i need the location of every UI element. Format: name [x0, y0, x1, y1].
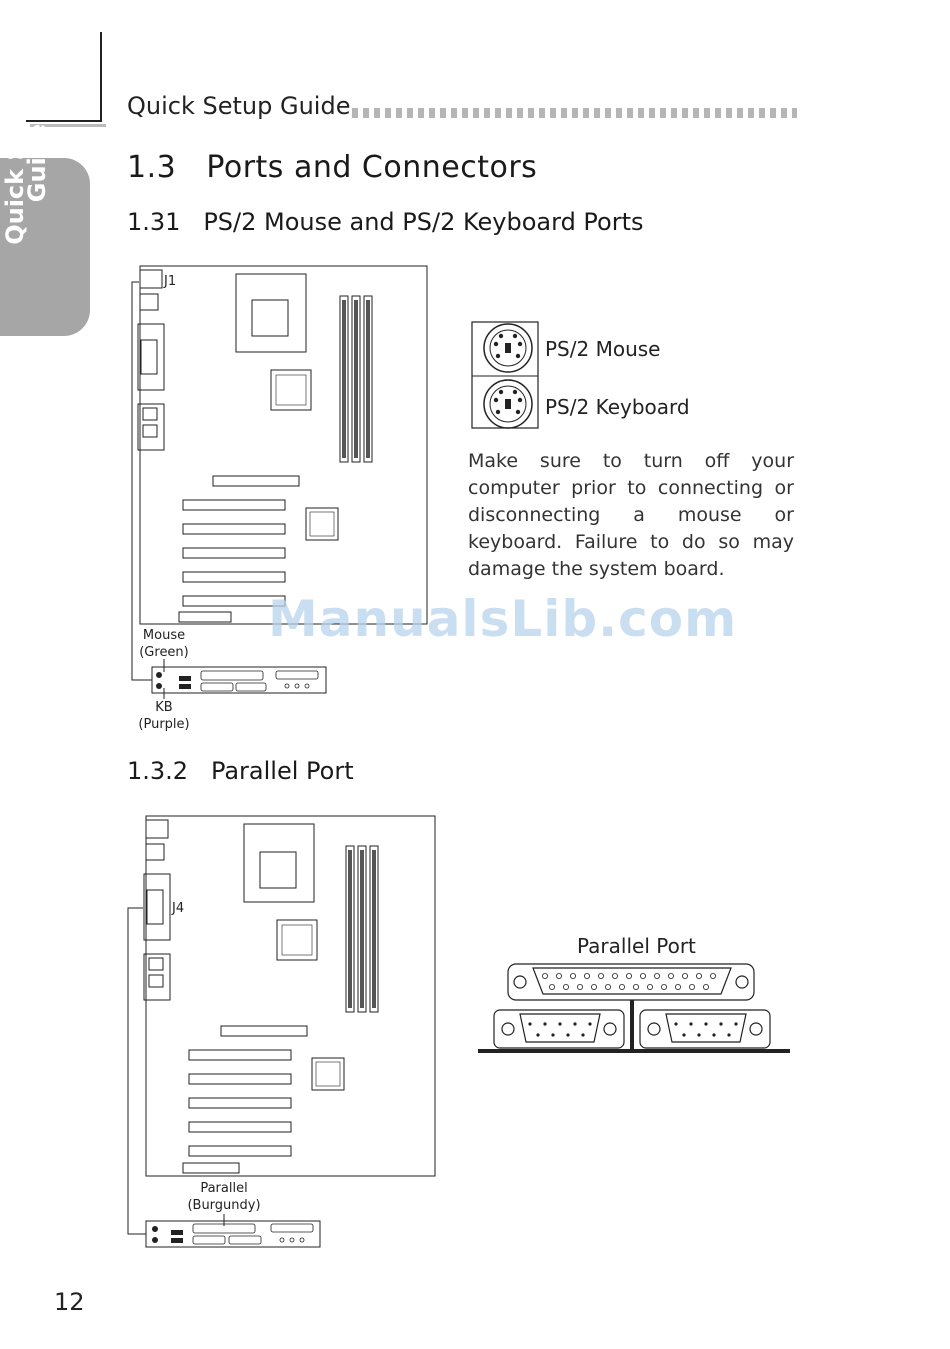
side-tab-line1: Quick Setup — [1, 81, 29, 245]
page-number: 12 — [54, 1288, 85, 1316]
j1-label: J1 — [164, 274, 177, 289]
subsection-parallel-title: 1.3.2 Parallel Port — [127, 757, 354, 785]
subsection-ps2-title: 1.31 PS/2 Mouse and PS/2 Keyboard Ports — [127, 208, 644, 236]
mouse-label-name: Mouse — [142, 628, 186, 643]
parallel-port-caption: Parallel Port — [577, 934, 696, 958]
kb-label-color: (Purple) — [138, 717, 190, 732]
side-tab-line2: Guide — [23, 123, 51, 203]
parallel-label-name: Parallel — [200, 1181, 248, 1196]
ps2-keyboard-label: PS/2 Keyboard — [545, 395, 690, 419]
j4-label: J4 — [172, 901, 185, 916]
running-header: Quick Setup Guide — [127, 92, 351, 120]
ps2-warning-note: Make sure to turn off your computer prior to connecting or disconnecting a mouse or keyboard. Failure to do so may damage the system board. — [468, 450, 794, 580]
watermark: ManualsLib.com — [268, 590, 738, 648]
parallel-label-color: (Burgundy) — [187, 1198, 261, 1213]
kb-label-name: KB — [155, 700, 173, 715]
section-title: 1.3 Ports and Connectors — [127, 150, 538, 185]
mouse-label-color: (Green) — [139, 645, 189, 660]
ps2-mouse-label: PS/2 Mouse — [545, 337, 661, 361]
